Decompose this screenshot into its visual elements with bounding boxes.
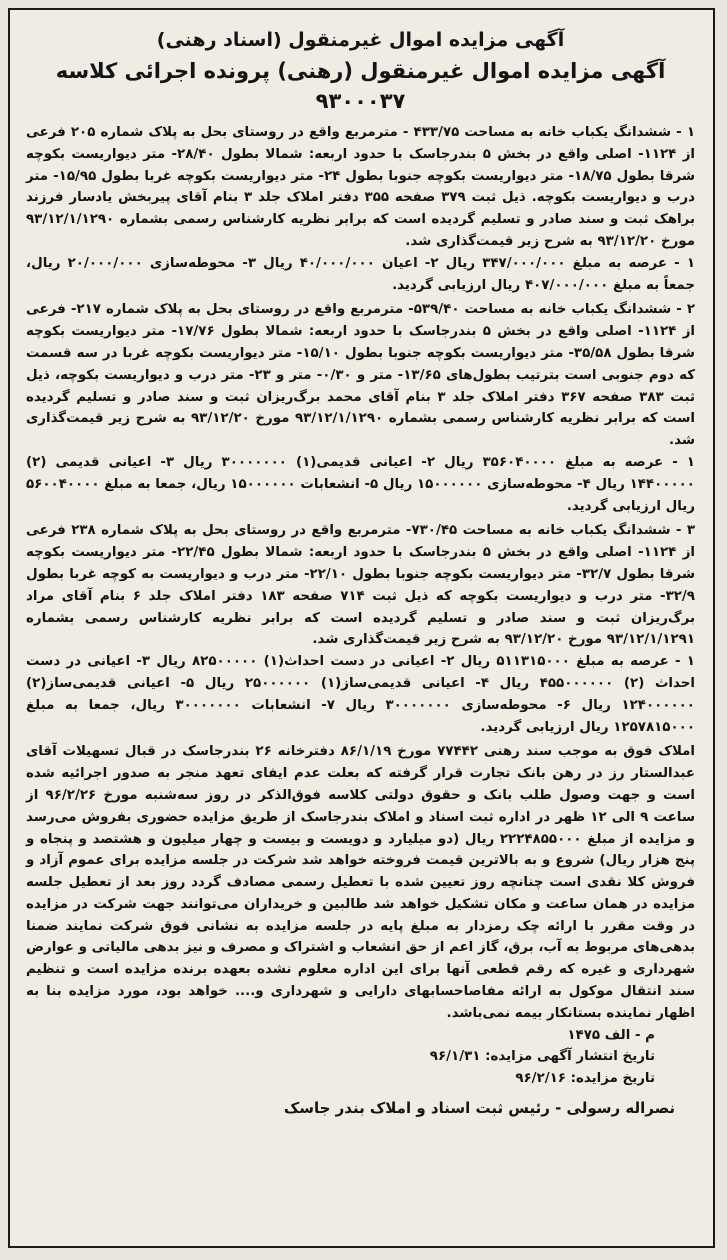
property-2-valuation: ۱ - عرصه به مبلغ ۳۵۶۰۴۰۰۰۰ ریال ۲- اعیانی قدیمی(۱) ۳۰۰۰۰۰۰۰ ریال ۳- اعیانی قدیمی (۲) ۱۴۴۰۰۰۰۰ ریال ۴- محوطه‌سازی ۱۵۰۰۰۰۰۰ ریال ۵- انشعابات ۱۵۰۰۰۰۰۰ ریال، جمعا به مبلغ ۵۶۰۰۴۰۰۰۰ ریال ارزیابی گردید. [26,454,695,514]
auction-date: تاریخ مزایده: ۹۶/۲/۱۶ [515,1071,655,1087]
notice-subtitle: آگهی مزایده اموال غیرمنقول (رهنی) پرونده اجرائی کلاسه ۹۳۰۰۰۳۷ [55,59,666,113]
publish-date: تاریخ انتشار آگهی مزایده: ۹۶/۱/۳۱ [429,1049,655,1065]
reference-code: م - الف ۱۴۷۵ [567,1027,655,1043]
notice-frame [8,8,715,1248]
auction-terms: املاک فوق به موجب سند رهنی ۷۷۴۴۲ مورخ ۸۶/۱/۱۹ دفترخانه ۲۶ بندرجاسک در قبال تسهیلات آقای عبدالستار رز در رهن بانک تجارت قرار گرفته که بعلت عدم ایفای تعهد منجر به صدور اجرائیه شده است و جهت وصول طلب بانک و حقوق دولتی کلاسه فوق‌الذکر در روز سه‌شنبه مورخ ۹۶/۲/۲۶ از ساعت ۹ الی ۱۲ ظهر در اداره ثبت اسناد و املاک بندرجاسک از طریق مزایده حضوری بفروش می‌رسد و مزایده از مبلغ ۲۲۲۴۸۵۵۰۰۰ ریال (دو میلیارد و دویست و بیست و چهار میلیون و هشتصد و پنجاه و پنج هزار ریال) شروع و به بالاترین قیمت فروخته خواهد شد شرکت در جلسه مزایده برای عموم آزاد و فروش کلا نقدی است چنانچه روز تعیین شده با تعطیل رسمی مصادف گردد روز بعد از تعطیل جلسه مزایده در همان ساعت و مکان تشکیل خواهد شد طالبین و خریداران می‌توانند جهت شرکت در مزایده در وقت مقرر با ارائه چک رمزدار به مبلغ پایه در جلسه مزایده به نشانی فوق شرکت نمایند ضمنا بدهی‌های مربوط به آب، برق، گاز اعم از حق انشعاب و اشتراک و مصرف و نیز بدهی مالیاتی و عوارض شهرداری و غیره که رقم قطعی آنها برای این اداره معلوم نشده بعهده برنده مزایده است و تنظیم سند انتقال موکول به ارائه مفاصاحسابهای دارایی و شهرداری و.... خواهد بود، مورد مزایده بنا به اظهار نماینده بستانکار بیمه نمی‌باشد. [26,744,695,1021]
property-3-valuation: ۱ - عرصه به مبلغ ۵۱۱۳۱۵۰۰۰ ریال ۲- اعیانی در دست احداث(۱) ۸۲۵۰۰۰۰۰ ریال ۳- اعیانی در دست احداث (۲) ۴۵۵۰۰۰۰۰۰ ریال ۴- اعیانی قدیمی‌ساز(۱) ۲۵۰۰۰۰۰۰ ریال ۵- اعیانی قدیمی‌ساز(۲) ۱۲۴۰۰۰۰۰۰ ریال ۶- محوطه‌سازی ۳۰۰۰۰۰۰۰ ریال ۷- انشعابات ۳۰۰۰۰۰۰۰ ریال، جمعا به مبلغ ۱۲۵۷۸۱۵۰۰۰ ریال ارزیابی گردید. [26,654,695,735]
property-1-description: ۱ - ششدانگ یکباب خانه به مساحت ۴۳۳/۷۵ - مترمربع واقع در روستای بحل به پلاک شماره ۲۰۵ فرعی از ۱۱۲۴- اصلی واقع در بخش ۵ بندرجاسک با حدود اربعه: شمالا بطول ۲۸/۴۰- متر دیواریست بکوچه شرقا بطول ۱۸/۷۵- متر دیواریست بکوچه جنوبا بطول ۲۴- متر دیواریست بکوچه غربا بطول ۱۵/۹۵- متر درب و دیواریست بکوچه. ذیل ثبت ۳۷۹ صفحه ۳۵۵ دفتر املاک جلد ۳ بنام آقای پیربخش یادسار فرزند براهک ثبت و سند صادر و تسلیم گردیده است که برابر نظریه کارشناس رسمی بشماره ۹۳/۱۲/۱/۱۲۹۰ مورخ ۹۳/۱۲/۲۰ به شرح زیر قیمت‌گذاری شد. [26,125,695,249]
notice-title: آگهی مزایده اموال غیرمنقول (اسناد رهنی) [156,29,565,51]
property-1-valuation: ۱ - عرصه به مبلغ ۳۴۷/۰۰۰/۰۰۰ ریال ۲- اعیان ۴۰/۰۰۰/۰۰۰ ریال ۳- محوطه‌سازی ۲۰/۰۰۰/۰۰۰ ریال، جمعاً به مبلغ ۴۰۷/۰۰۰/۰۰۰ ریال ارزیابی گردید. [26,255,695,293]
notice-body [10,10,713,1120]
property-3-description: ۳ - ششدانگ یکباب خانه به مساحت ۷۳۰/۴۵- مترمربع واقع در روستای بحل به پلاک شماره ۲۳۸ فرعی از ۱۱۲۴- اصلی واقع در بخش ۵ بندرجاسک با حدود اربعه: شمالا بطول ۲۲/۴۵- متر دیواریست بکوچه شرقا بطول ۳۲/۷- متر دیواریست بکوچه جنوبا بطول ۲۲/۱۰- متر درب و دیواریست به کوچه غربا بطول ۳۲/۹- متر درب و دیواریست بکوچه که ذیل ثبت ۷۱۴ صفحه ۱۸۳ دفتر املاک جلد ۶ بنام آقای مراد برگ‌ریزان ثبت و سند صادر و تسلیم گردیده است که برابر نظریه کارشناس رسمی بشماره ۹۳/۱۲/۱/۱۲۹۱ مورخ ۹۳/۱۲/۲۰ به شرح زیر قیمت‌گذاری شد. [26,523,696,648]
property-2-description: ۲ - ششدانگ یکباب خانه به مساحت ۵۳۹/۴۰- مترمربع واقع در روستای بحل به پلاک شماره ۲۱۷- فرعی از ۱۱۲۴- اصلی واقع در بخش ۵ بندرجاسک با حدود اربعه: شمالا بطول ۱۷/۷۶- متر دیواریست بکوچه شرقا بطول ۳۵/۵۸- متر دیواریست بکوچه جنوبا بطول ۱۵/۱۰- متر دیواریست بکوچه غربا در سه قسمت که دوم جنوبی است بترتیب بطول‌های ۱۳/۶۵- متر و ۰/۳۰- متر و ۲۳- متر درب و دیواریست بکوچه، ذیل ثبت ۳۸۳ صفحه ۳۶۷ دفتر املاک جلد ۳ بنام آقای محمد برگ‌ریزان ثبت و سند صادر و تسلیم گردیده است که برابر نظریه کارشناس رسمی بشماره ۹۳/۱۲/۱/۱۲۹۰ مورخ ۹۳/۱۲/۲۰ به شرح زیر قیمت‌گذاری شد. [26,302,696,449]
signature: نصراله رسولی - رئیس ثبت اسناد و املاک بندر جاسک [283,1099,675,1118]
